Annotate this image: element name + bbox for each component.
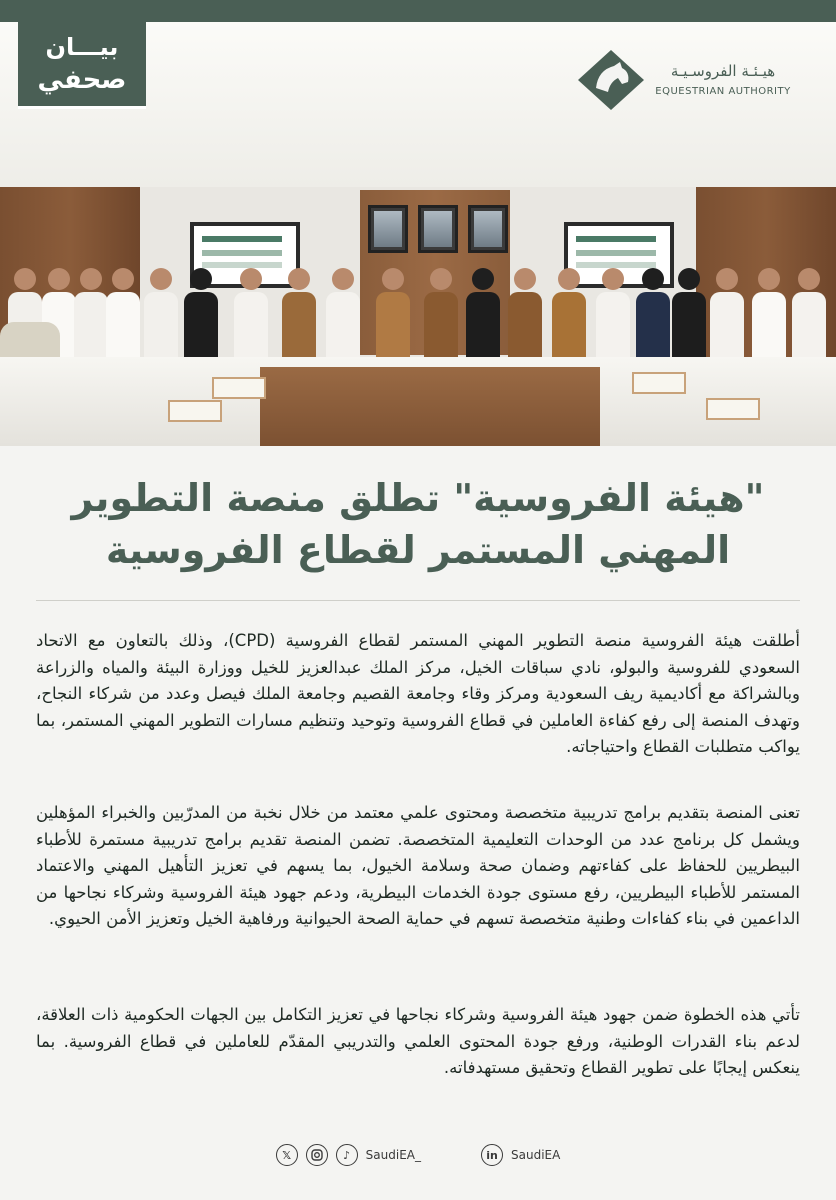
social-footer [0, 1140, 836, 1170]
instagram-icon[interactable] [306, 1144, 328, 1166]
portrait-frame [418, 205, 458, 253]
portrait-frame [368, 205, 408, 253]
body-paragraph-3: تأتي هذه الخطوة ضمن جهود هيئة الفروسية وشركاء نجاحها في تعزيز التكامل بين الجهات الحكومية ذات العلاقة، لدعم بناء القدرات الوطنية، ورفع جودة المحتوى العلمي والتدريبي المقدّم للعاملين في قطاع الفروسية. بما ينعكس إيجابًا على تطوير القطاع وتحقيق مستهدفاته. [36, 1005, 800, 1077]
linkedin-icon[interactable]: in [481, 1144, 503, 1166]
logo-name-arabic: هيـئـة الفروسـيـة [670, 62, 776, 80]
body-paragraph-1: أطلقت هيئة الفروسية منصة التطوير المهني المستمر لقطاع الفروسية (CPD)، وذلك بالتعاون مع الاتحاد السعودي للفروسية والبولو، نادي سباقات الخيل، مركز الملك عبدالعزيز للخيل ووزارة البيئة والمياه والزراعة وبالشراكة مع أكاديمية ريف السعودية ومركز وقاء وجامعة القصيم وجامعة الملك فيصل وعدد من شركاء النجاح، وتهدف المنصة إلى رفع كفاءة العاملين في قطاع الفروسية وتوحيد وتنظيم مسارات التطوير المهني المستمر، بما يواكب متطلبات القطاع واحتياجاته. [36, 631, 800, 756]
equestrian-authority-logo [576, 48, 796, 112]
portrait-frame [468, 205, 508, 253]
tiktok-icon[interactable]: ♪ [336, 1144, 358, 1166]
headline [60, 472, 776, 576]
social-handle-linkedin[interactable]: SaudiEA [511, 1148, 561, 1162]
logo-name-english: EQUESTRIAN AUTHORITY [655, 86, 791, 97]
nameplate [168, 400, 222, 422]
horse-head-icon [576, 48, 646, 112]
badge-line-1: بيـــان [45, 33, 119, 61]
nameplate [632, 372, 686, 394]
headline-line-2: المهني المستمر لقطاع الفروسية [105, 528, 731, 572]
divider [36, 600, 800, 601]
press-release-badge [18, 22, 146, 106]
social-handle-x[interactable]: SaudiEA_ [365, 1148, 421, 1162]
body-paragraph-2: تعنى المنصة بتقديم برامج تدريبية متخصصة ومحتوى علمي معتمد من خلال نخبة من المدرّبين والخبراء المؤهلين ويشمل كل برنامج عدد من الوحدات التعليمية المتخصصة. تضمن المنصة تقديم برامج تدريبية مستمرة للأطباء البيطريين للحفاظ على كفاءتهم وضمان صحة وسلامة الخيول، بما يسهم في تعزيز التأهيل المهني والاعتماد المستمر للأطباء البيطريين، رفع مستوى جودة الخدمات البيطرية، ودعم جهود هيئة الفروسية وشركاء نجاحها من الداعمين في بناء كفاءات وطنية متخصصة تسهم في حماية الصحة الحيوانية ورفاهية الخيل وتعزيز الأمن الحيوي. [36, 803, 800, 928]
conference-table-center [260, 367, 600, 446]
top-bar [0, 0, 836, 22]
headline-line-1: "هيئة الفروسية" تطلق منصة التطوير [71, 476, 765, 520]
nameplate [212, 377, 266, 399]
nameplate [706, 398, 760, 420]
badge-underline [18, 106, 146, 109]
x-icon[interactable]: 𝕏 [276, 1144, 298, 1166]
badge-line-2: صحفي [37, 65, 127, 95]
